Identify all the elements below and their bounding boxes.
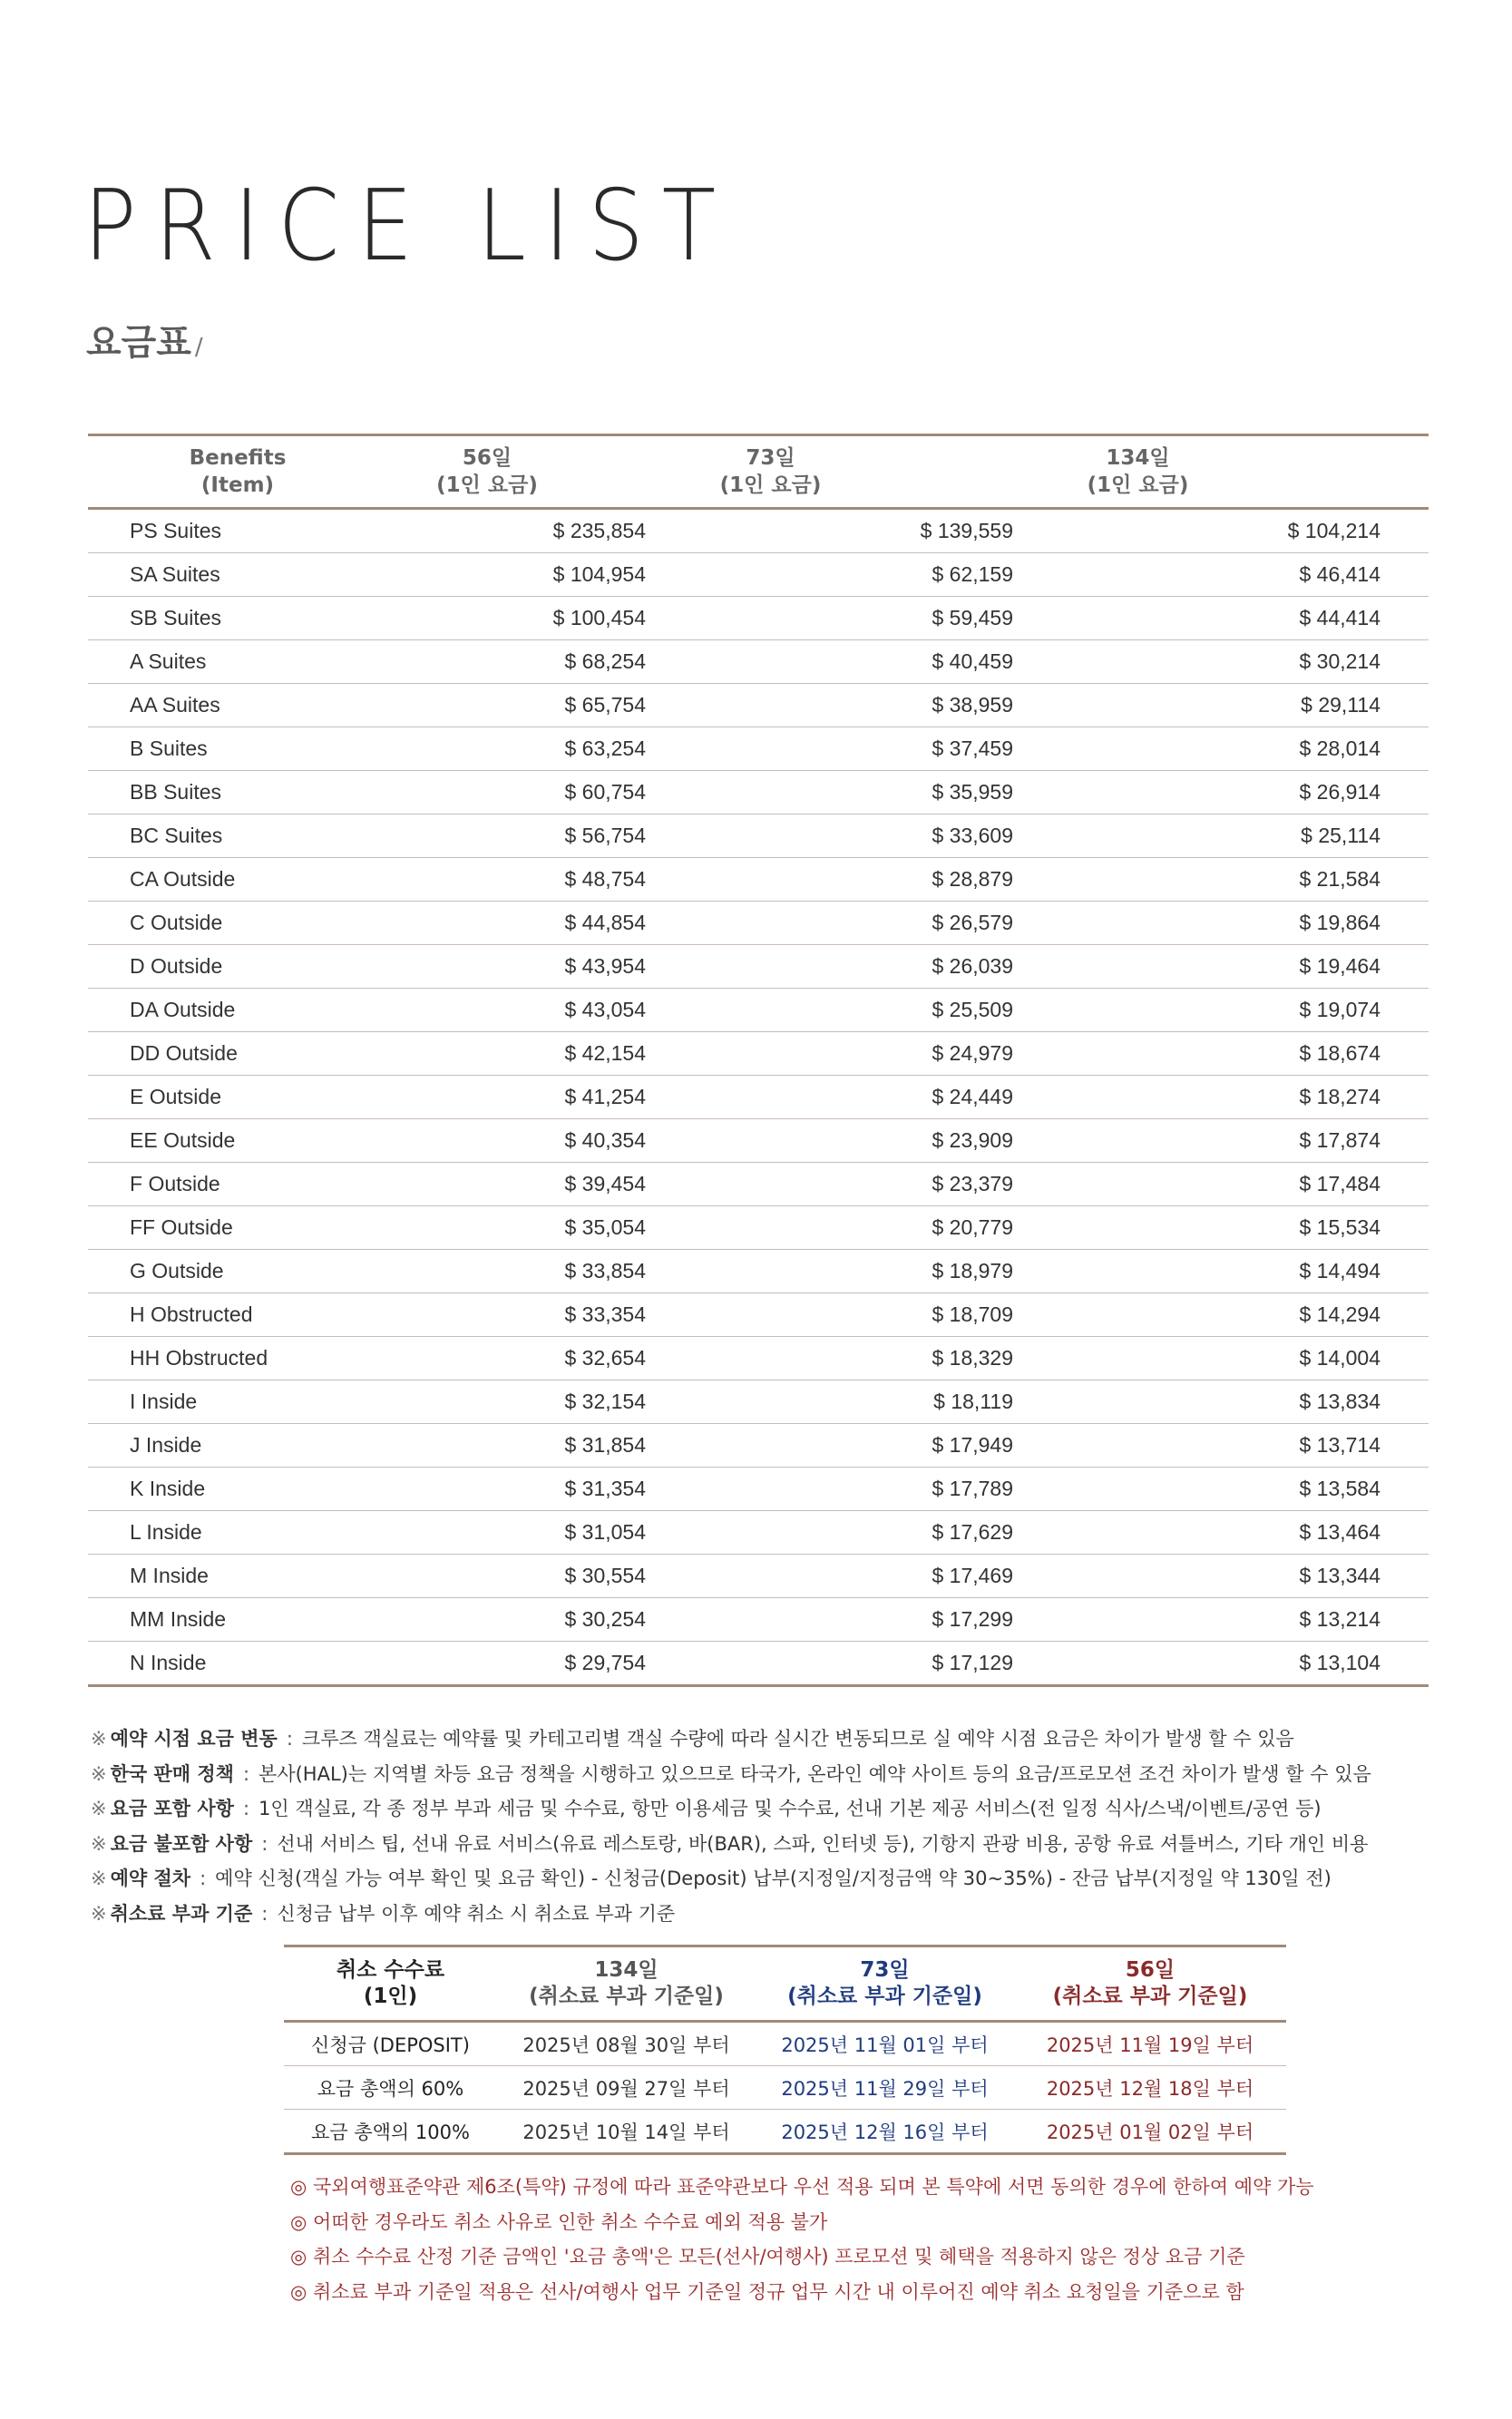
price-134-days: $ 19,464 bbox=[1299, 954, 1380, 978]
price-134-days: $ 18,674 bbox=[1299, 1041, 1380, 1065]
price-73-days: $ 40,459 bbox=[932, 649, 1013, 673]
price-73-days: $ 59,459 bbox=[932, 606, 1013, 629]
price-134-days: $ 13,214 bbox=[1299, 1607, 1380, 1631]
footnote-item: ◎ 국외여행표준약관 제6조(특약) 규정에 따라 표준약관보다 우선 적용 되며 본 특약에 서면 동의한 경우에 한하여 예약 가능 bbox=[290, 2176, 1314, 2198]
price-56-days: $ 104,954 bbox=[552, 562, 646, 586]
table-row bbox=[88, 945, 1429, 989]
header-56-title: 56일 bbox=[462, 446, 512, 470]
cancel-fee-label: 요금 총액의 60% bbox=[317, 2077, 464, 2100]
page-subtitle bbox=[86, 314, 203, 366]
table-row bbox=[88, 1337, 1429, 1380]
note-text: 1인 객실료, 각 종 정부 부과 세금 및 수수료, 항만 이용세금 및 수수료, 선내 기본 제공 서비스(전 일정 식사/스낵/이벤트/공연 등) bbox=[259, 1798, 1322, 1819]
cabin-name: PS Suites bbox=[130, 519, 221, 542]
table-row bbox=[88, 1250, 1429, 1293]
cancel-date-134: 2025년 08월 30일 부터 bbox=[522, 2034, 730, 2056]
header-benefits-sub: (Item) bbox=[200, 473, 275, 497]
cabin-name: EE Outside bbox=[130, 1128, 236, 1152]
cancel-date-56: 2025년 11월 19일 부터 bbox=[1046, 2034, 1254, 2056]
cabin-name: B Suites bbox=[130, 736, 208, 760]
table-row bbox=[88, 1468, 1429, 1511]
price-56-days: $ 43,054 bbox=[564, 998, 646, 1021]
cancel-header-73-title: 73일 bbox=[860, 1958, 910, 1982]
cancellation-table-header bbox=[284, 1947, 1286, 2023]
price-56-days: $ 35,054 bbox=[564, 1215, 646, 1239]
cabin-name: C Outside bbox=[130, 911, 223, 934]
header-benefits-title: Benefits bbox=[189, 446, 287, 470]
table-row bbox=[88, 1163, 1429, 1206]
cancel-date-73: 2025년 11월 01일 부터 bbox=[781, 2034, 989, 2056]
price-56-days: $ 235,854 bbox=[552, 519, 646, 542]
cancel-date-73: 2025년 12월 16일 부터 bbox=[781, 2121, 989, 2143]
price-table-header bbox=[88, 436, 1429, 510]
price-56-days: $ 65,754 bbox=[564, 693, 646, 717]
cancel-header-fee bbox=[284, 1957, 497, 2010]
price-56-days: $ 41,254 bbox=[564, 1085, 646, 1108]
price-56-days: $ 39,454 bbox=[564, 1172, 646, 1195]
note-separator: : bbox=[242, 1762, 250, 1785]
cancel-header-134-title: 134일 bbox=[594, 1958, 658, 1982]
price-56-days: $ 31,054 bbox=[564, 1520, 646, 1544]
table-row bbox=[88, 1076, 1429, 1119]
note-text: 본사(HAL)는 지역별 차등 요금 정책을 시행하고 있으므로 타국가, 온라인 예약 사이트 등의 요금/프로모션 조건 차이가 발생 할 수 있음 bbox=[259, 1762, 1371, 1785]
footnote-item: ◎ 취소료 부과 기준일 적용은 선사/여행사 업무 기준일 정규 업무 시간 내 이루어진 예약 취소 요청일을 기준으로 함 bbox=[290, 2280, 1244, 2303]
table-row bbox=[88, 1119, 1429, 1163]
price-73-days: $ 23,909 bbox=[932, 1128, 1013, 1152]
cabin-name: A Suites bbox=[130, 649, 207, 673]
cabin-name: F Outside bbox=[130, 1172, 220, 1195]
price-56-days: $ 30,554 bbox=[564, 1564, 646, 1587]
price-134-days: $ 19,864 bbox=[1299, 911, 1380, 934]
price-56-days: $ 30,254 bbox=[564, 1607, 646, 1631]
table-row bbox=[88, 1555, 1429, 1598]
price-73-days: $ 38,959 bbox=[932, 693, 1013, 717]
header-56-sub: (1인 요금) bbox=[436, 473, 538, 497]
cancel-header-fee-sub: (1인) bbox=[363, 1985, 418, 2008]
price-134-days: $ 13,464 bbox=[1299, 1520, 1380, 1544]
cancel-date-56: 2025년 12월 18일 부터 bbox=[1046, 2077, 1254, 2100]
price-134-days: $ 28,014 bbox=[1299, 736, 1380, 760]
table-row bbox=[88, 684, 1429, 727]
cabin-name: D Outside bbox=[130, 954, 223, 978]
table-row bbox=[88, 771, 1429, 814]
price-56-days: $ 100,454 bbox=[552, 606, 646, 629]
price-56-days: $ 40,354 bbox=[564, 1128, 646, 1152]
price-73-days: $ 37,459 bbox=[932, 736, 1013, 760]
price-73-days: $ 33,609 bbox=[932, 824, 1013, 847]
cancel-fee-label: 요금 총액의 100% bbox=[311, 2121, 470, 2143]
price-134-days: $ 18,274 bbox=[1299, 1085, 1380, 1108]
price-134-days: $ 44,414 bbox=[1299, 606, 1380, 629]
price-73-days: $ 62,159 bbox=[932, 562, 1013, 586]
price-134-days: $ 14,004 bbox=[1299, 1346, 1380, 1370]
cabin-name: SA Suites bbox=[130, 562, 220, 586]
price-73-days: $ 23,379 bbox=[932, 1172, 1013, 1195]
note-item bbox=[91, 1791, 1433, 1827]
table-row bbox=[88, 814, 1429, 858]
notes-list bbox=[91, 1722, 1433, 1931]
price-56-days: $ 31,354 bbox=[564, 1477, 646, 1500]
price-134-days: $ 17,874 bbox=[1299, 1128, 1380, 1152]
cabin-name: BB Suites bbox=[130, 780, 221, 804]
price-73-days: $ 17,789 bbox=[932, 1477, 1013, 1500]
note-separator: : bbox=[261, 1832, 268, 1855]
table-row bbox=[284, 2023, 1286, 2066]
note-label: 취소료 부과 기준 bbox=[110, 1902, 253, 1925]
cabin-name: DD Outside bbox=[130, 1041, 238, 1065]
table-row bbox=[88, 1380, 1429, 1424]
price-56-days: $ 42,154 bbox=[564, 1041, 646, 1065]
header-73-sub: (1인 요금) bbox=[719, 473, 822, 497]
header-56-days bbox=[387, 444, 587, 499]
price-56-days: $ 31,854 bbox=[564, 1433, 646, 1457]
price-134-days: $ 14,494 bbox=[1299, 1259, 1380, 1283]
cabin-name: I Inside bbox=[130, 1390, 198, 1413]
price-134-days: $ 29,114 bbox=[1301, 693, 1380, 717]
price-134-days: $ 13,344 bbox=[1299, 1564, 1380, 1587]
note-item bbox=[91, 1757, 1433, 1792]
cabin-name: J Inside bbox=[130, 1433, 202, 1457]
cabin-name: N Inside bbox=[130, 1651, 207, 1674]
table-row bbox=[88, 553, 1429, 597]
price-56-days: $ 32,154 bbox=[564, 1390, 646, 1413]
table-row bbox=[88, 1511, 1429, 1555]
table-row bbox=[88, 640, 1429, 684]
cancel-header-73-sub: (취소료 부과 기준일) bbox=[787, 1985, 982, 2008]
note-separator: : bbox=[261, 1902, 268, 1925]
note-mark: ※ bbox=[91, 1868, 107, 1889]
cancel-fee-label: 신청금 (DEPOSIT) bbox=[311, 2034, 470, 2056]
price-134-days: $ 15,534 bbox=[1299, 1215, 1380, 1239]
price-73-days: $ 17,129 bbox=[932, 1651, 1013, 1674]
note-mark: ※ bbox=[91, 1902, 107, 1925]
note-mark: ※ bbox=[91, 1728, 107, 1750]
cancellation-table-body bbox=[284, 2023, 1286, 2155]
cancel-header-134-sub: (취소료 부과 기준일) bbox=[529, 1985, 724, 2008]
price-56-days: $ 33,354 bbox=[564, 1302, 646, 1326]
cabin-name: K Inside bbox=[130, 1477, 206, 1500]
price-73-days: $ 17,629 bbox=[932, 1520, 1013, 1544]
table-row bbox=[88, 1206, 1429, 1250]
price-73-days: $ 17,469 bbox=[932, 1564, 1013, 1587]
price-73-days: $ 17,299 bbox=[932, 1607, 1013, 1631]
cancel-header-fee-title: 취소 수수료 bbox=[336, 1958, 445, 1982]
subtitle-text: 요금표 bbox=[86, 322, 191, 364]
price-134-days: $ 19,074 bbox=[1299, 998, 1380, 1021]
note-label: 예약 절차 bbox=[110, 1868, 191, 1889]
note-mark: ※ bbox=[91, 1762, 107, 1785]
cabin-name: L Inside bbox=[130, 1520, 202, 1544]
header-134-title: 134일 bbox=[1106, 446, 1170, 470]
footnote-item: ◎ 취소 수수료 산정 기준 금액인 '요금 총액'은 모든(선사/여행사) 프로모션 및 혜택을 적용하지 않은 정상 요금 기준 bbox=[290, 2246, 1245, 2268]
header-134-sub: (1인 요금) bbox=[1087, 473, 1189, 497]
header-73-title: 73일 bbox=[746, 446, 795, 470]
cancel-header-56 bbox=[1014, 1957, 1286, 2010]
price-134-days: $ 13,584 bbox=[1299, 1477, 1380, 1500]
cancel-date-73: 2025년 11월 29일 부터 bbox=[781, 2077, 989, 2100]
table-row bbox=[88, 989, 1429, 1032]
note-item bbox=[91, 1861, 1433, 1897]
cancel-header-73 bbox=[756, 1957, 1014, 2010]
note-label: 한국 판매 정책 bbox=[110, 1762, 234, 1785]
cabin-name: HH Obstructed bbox=[130, 1346, 268, 1370]
note-text: 크루즈 객실료는 예약률 및 카테고리별 객실 수량에 따라 실시간 변동되므로 실 예약 시점 요금은 차이가 발생 할 수 있음 bbox=[301, 1728, 1294, 1750]
table-row bbox=[284, 2066, 1286, 2110]
price-73-days: $ 139,559 bbox=[920, 519, 1013, 542]
cancel-date-134: 2025년 09월 27일 부터 bbox=[522, 2077, 730, 2100]
cabin-name: G Outside bbox=[130, 1259, 224, 1283]
price-134-days: $ 17,484 bbox=[1299, 1172, 1380, 1195]
note-separator: : bbox=[242, 1798, 250, 1819]
table-row bbox=[88, 727, 1429, 771]
price-134-days: $ 13,834 bbox=[1299, 1390, 1380, 1413]
cancel-header-134 bbox=[497, 1957, 756, 2010]
price-73-days: $ 24,449 bbox=[932, 1085, 1013, 1108]
table-row bbox=[88, 1293, 1429, 1337]
table-row bbox=[88, 1598, 1429, 1642]
note-separator: : bbox=[200, 1868, 207, 1889]
price-73-days: $ 18,979 bbox=[932, 1259, 1013, 1283]
table-row bbox=[284, 2110, 1286, 2155]
price-56-days: $ 56,754 bbox=[564, 824, 646, 847]
note-item bbox=[91, 1722, 1433, 1757]
price-134-days: $ 13,714 bbox=[1299, 1433, 1380, 1457]
price-134-days: $ 25,114 bbox=[1301, 824, 1380, 847]
price-56-days: $ 32,654 bbox=[564, 1346, 646, 1370]
header-benefits bbox=[88, 444, 387, 499]
cancellation-table bbox=[284, 1945, 1286, 2155]
price-73-days: $ 18,329 bbox=[932, 1346, 1013, 1370]
price-table-body bbox=[88, 510, 1429, 1687]
table-row bbox=[88, 1424, 1429, 1468]
cancel-date-56: 2025년 01월 02일 부터 bbox=[1046, 2121, 1254, 2143]
cabin-name: SB Suites bbox=[130, 606, 221, 629]
price-134-days: $ 14,294 bbox=[1299, 1302, 1380, 1326]
price-134-days: $ 30,214 bbox=[1299, 649, 1380, 673]
footnote-item: ◎ 어떠한 경우라도 취소 사유로 인한 취소 수수료 예외 적용 불가 bbox=[290, 2210, 828, 2233]
note-label: 요금 포함 사항 bbox=[110, 1798, 234, 1819]
price-73-days: $ 26,579 bbox=[932, 911, 1013, 934]
cancel-header-56-sub: (취소료 부과 기준일) bbox=[1052, 1985, 1248, 2008]
price-134-days: $ 104,214 bbox=[1287, 519, 1380, 542]
cabin-name: FF Outside bbox=[130, 1215, 233, 1239]
price-56-days: $ 60,754 bbox=[564, 780, 646, 804]
table-row bbox=[88, 1032, 1429, 1076]
cabin-name: MM Inside bbox=[130, 1607, 227, 1631]
header-134-days bbox=[954, 444, 1322, 499]
price-73-days: $ 17,949 bbox=[932, 1433, 1013, 1457]
price-73-days: $ 24,979 bbox=[932, 1041, 1013, 1065]
price-table bbox=[88, 434, 1429, 1687]
cancel-date-134: 2025년 10월 14일 부터 bbox=[522, 2121, 730, 2143]
price-56-days: $ 68,254 bbox=[564, 649, 646, 673]
note-text: 예약 신청(객실 가능 여부 확인 및 요금 확인) - 신청금(Deposit) 납부(지정일/지정금액 약 30~35%) - 잔금 납부(지정일 약 130일 전) bbox=[215, 1868, 1332, 1889]
price-73-days: $ 28,879 bbox=[932, 867, 1013, 891]
price-56-days: $ 43,954 bbox=[564, 954, 646, 978]
price-73-days: $ 18,119 bbox=[933, 1390, 1013, 1413]
table-row bbox=[88, 510, 1429, 553]
note-label: 요금 불포함 사항 bbox=[110, 1832, 253, 1855]
cabin-name: E Outside bbox=[130, 1085, 221, 1108]
note-text: 신청금 납부 이후 예약 취소 시 취소료 부과 기준 bbox=[277, 1902, 676, 1925]
note-mark: ※ bbox=[91, 1832, 107, 1855]
price-73-days: $ 18,709 bbox=[932, 1302, 1013, 1326]
page-title: PRICE LIST bbox=[83, 170, 734, 283]
note-separator: : bbox=[286, 1728, 293, 1750]
price-134-days: $ 26,914 bbox=[1299, 780, 1380, 804]
note-text: 선내 서비스 팁, 선내 유료 서비스(유료 레스토랑, 바(BAR), 스파, 인터넷 등), 기항지 관광 비용, 공항 유료 셔틀버스, 기타 개인 비용 bbox=[277, 1832, 1369, 1855]
table-row bbox=[88, 597, 1429, 640]
cabin-name: AA Suites bbox=[130, 693, 220, 717]
footnotes-list bbox=[290, 2170, 1314, 2309]
header-73-days bbox=[587, 444, 954, 499]
cabin-name: DA Outside bbox=[130, 998, 236, 1021]
table-row bbox=[88, 1642, 1429, 1687]
price-134-days: $ 21,584 bbox=[1299, 867, 1380, 891]
price-73-days: $ 25,509 bbox=[932, 998, 1013, 1021]
price-134-days: $ 13,104 bbox=[1299, 1651, 1380, 1674]
table-row bbox=[88, 902, 1429, 945]
note-label: 예약 시점 요금 변동 bbox=[110, 1728, 278, 1750]
price-73-days: $ 26,039 bbox=[932, 954, 1013, 978]
price-73-days: $ 35,959 bbox=[932, 780, 1013, 804]
price-73-days: $ 20,779 bbox=[932, 1215, 1013, 1239]
cabin-name: BC Suites bbox=[130, 824, 223, 847]
price-56-days: $ 63,254 bbox=[564, 736, 646, 760]
note-item bbox=[91, 1827, 1433, 1862]
cabin-name: CA Outside bbox=[130, 867, 236, 891]
price-134-days: $ 46,414 bbox=[1299, 562, 1380, 586]
price-56-days: $ 48,754 bbox=[564, 867, 646, 891]
price-56-days: $ 29,754 bbox=[564, 1651, 646, 1674]
table-row bbox=[88, 858, 1429, 902]
cabin-name: H Obstructed bbox=[130, 1302, 253, 1326]
price-56-days: $ 33,854 bbox=[564, 1259, 646, 1283]
subtitle-slash: / bbox=[194, 334, 203, 361]
cabin-name: M Inside bbox=[130, 1564, 209, 1587]
cancel-header-56-title: 56일 bbox=[1125, 1958, 1175, 1982]
note-item bbox=[91, 1897, 1433, 1932]
note-mark: ※ bbox=[91, 1798, 107, 1819]
price-56-days: $ 44,854 bbox=[564, 911, 646, 934]
